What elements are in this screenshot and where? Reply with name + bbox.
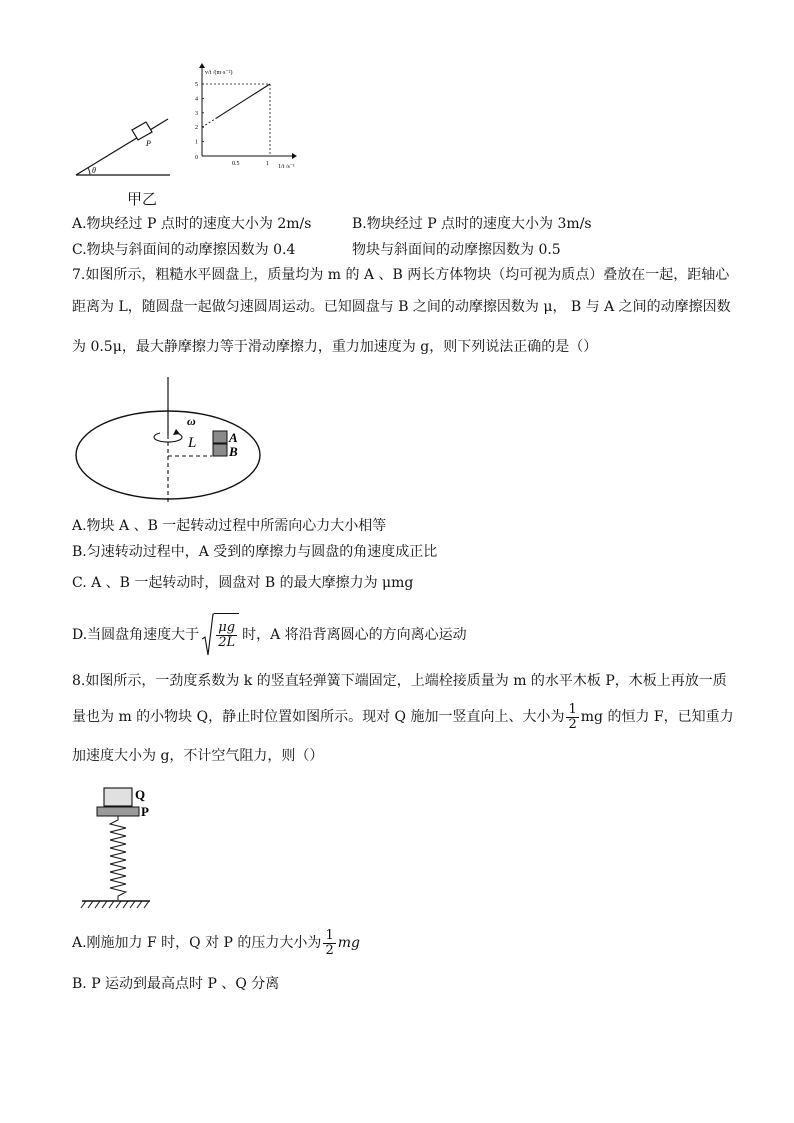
q7-option-c: C. A 、B 一起转动时，圆盘对 B 的最大摩擦力为 μmg [72, 575, 414, 591]
q6-option-b: B.物块经过 P 点时的速度大小为 3m/s [352, 216, 592, 232]
q6-option-c: C.物块与斜面间的动摩擦因数为 0.4 [72, 242, 296, 258]
q7-option-d-suffix: 时，A 将沿背离圆心的方向离心运动 [242, 627, 467, 643]
graph-x-tick-label: 0.5 [232, 161, 240, 167]
figure-caption: 甲乙 [127, 190, 158, 208]
q7-stem-line1: 7.如图所示，粗糙水平圆盘上，质量均为 m 的 A 、B 两长方体物块（均可视为质点）叠放在一起，距轴心 [72, 267, 730, 283]
q6-option-d: 物块与斜面间的动摩擦因数为 0.5 [352, 242, 561, 258]
omega-label: ω [187, 414, 196, 428]
block-q-label: Q [135, 787, 146, 802]
q6-option-a: A.物块经过 P 点时的速度大小为 2m/s [72, 216, 312, 232]
graph-line-extension [202, 119, 216, 128]
graph-x-tick-label: 1 [266, 161, 269, 167]
block-b-label: B [229, 444, 238, 459]
q7-stem-line2: 距离为 L，随圆盘一起做匀速圆周运动。已知圆盘与 B 之间的动摩擦因数为 μ， B 与 A 之间的动摩擦因数 [72, 299, 731, 315]
incline-figure [70, 110, 180, 180]
q8-stem-line3: 加速度大小为 g，不计空气阻力，则（） [72, 748, 324, 764]
graph-y-axis-label: v/t /(m·s⁻²) [205, 70, 233, 76]
spring-figure [72, 780, 172, 915]
sqrt-numerator: μg [216, 621, 237, 636]
graph-y-tick-label: 1 [195, 139, 198, 146]
graph-y-tick-label: 3 [195, 110, 198, 117]
q7-option-a: A.物块 A 、B 一起转动过程中所需向心力大小相等 [72, 518, 387, 534]
q8-stem-line2-prefix: 量也为 m 的小物块 Q，静止时位置如图所示。现对 Q 施加一竖直向上、大小为 [72, 709, 565, 725]
q8-option-a-den: 2 [325, 942, 334, 958]
rotating-disc-figure [72, 375, 272, 510]
q8-option-a-prefix: A.刚施加力 F 时，Q 对 P 的压力大小为 [72, 935, 322, 951]
q7-stem-line3: 为 0.5μ，最大静摩擦力等于滑动摩擦力，重力加速度为 g，则下列说法正确的是（） [72, 339, 598, 355]
q8-stem-line2 [72, 698, 734, 736]
q8-frac-den: 2 [568, 716, 577, 732]
graph-x-axis-label: 1/t /s⁻¹ [278, 164, 295, 170]
q8-option-a [72, 924, 360, 962]
sqrt-sign-icon [202, 613, 214, 657]
q8-option-a-num: 1 [325, 927, 334, 943]
graph-y-tick-label: 2 [195, 125, 198, 132]
graph-y-tick-label: 5 [195, 82, 198, 88]
graph-origin-label: 0 [195, 155, 198, 161]
incline-angle-label: θ [92, 166, 96, 175]
velocity-graph [188, 60, 298, 182]
q8-frac-num: 1 [568, 701, 577, 717]
plank-p-label: P [141, 804, 149, 819]
q7-option-d-prefix: D.当圆盘角速度大于 [72, 627, 200, 643]
graph-data-line [216, 84, 270, 119]
incline-point-label: P [146, 139, 151, 148]
q8-option-a-suffix: mg [337, 935, 360, 951]
q8-stem-line2-suffix: mg 的恒力 F，已知重力 [580, 709, 734, 725]
sqrt-denominator: 2L [218, 635, 236, 650]
q8-option-b: B. P 运动到最高点时 P 、Q 分离 [72, 976, 280, 992]
radius-label: L [188, 435, 197, 451]
q7-option-b: B.匀速转动过程中，A 受到的摩擦力与圆盘的角速度成正比 [72, 544, 438, 560]
graph-y-tick-label: 4 [195, 96, 198, 103]
q8-stem-line1: 8.如图所示，一劲度系数为 k 的竖直轻弹簧下端固定，上端栓接质量为 m 的水平木板 P，木板上再放一质 [72, 673, 727, 689]
sqrt-expression [202, 613, 239, 657]
block-a-label: A [229, 430, 238, 445]
q7-option-d [72, 612, 467, 658]
